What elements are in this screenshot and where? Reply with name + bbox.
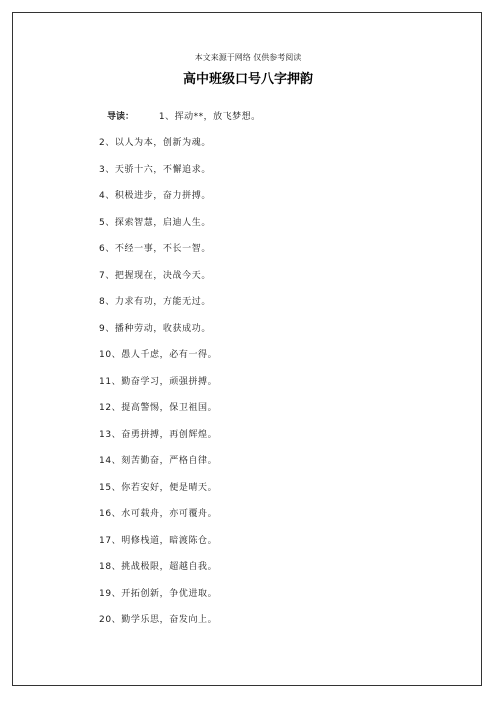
slogan-item-1: 1、挥动**，放飞梦想。 — [158, 112, 261, 122]
slogan-item: 19、开拓创新，争优进取。 — [99, 588, 218, 599]
slogan-item: 3、天骄十六，不懈追求。 — [99, 164, 211, 175]
slogan-item: 18、挑战极限，超越自我。 — [99, 562, 218, 572]
slogan-item: 13、奋勇拼搏，再创辉煌。 — [99, 429, 218, 440]
slogan-item: 15、你若安好，便是晴天。 — [99, 482, 218, 493]
slogan-item: 17、明修栈道，暗渡陈仓。 — [99, 535, 218, 546]
slogan-item: 8、力求有功，方能无过。 — [99, 297, 211, 307]
source-note: 本文来源于网络 仅供参考阅读 — [194, 53, 302, 62]
slogan-item: 4、积极进步，奋力拼搏。 — [99, 191, 211, 201]
slogan-item: 14、刻苦勤奋，严格自律。 — [99, 456, 218, 466]
slogan-item: 12、提高警惕，保卫祖国。 — [99, 403, 218, 413]
slogan-list — [99, 136, 217, 640]
intro-label: 导读： — [107, 112, 135, 122]
slogan-item: 10、愚人千虑，必有一得。 — [99, 350, 218, 360]
slogan-item: 6、不经一事，不长一智。 — [99, 244, 211, 254]
slogan-item: 9、播种劳动，收获成功。 — [99, 323, 211, 334]
document-title: 高中班级口号八字押韵 — [182, 72, 313, 87]
slogan-item: 7、把握现在，决战今天。 — [99, 270, 211, 281]
slogan-item: 5、探索智慧，启迪人生。 — [99, 217, 211, 228]
slogan-item: 16、水可载舟，亦可覆舟。 — [99, 509, 218, 519]
intro-row — [107, 109, 261, 122]
slogan-item: 20、勤学乐思，奋发向上。 — [99, 615, 218, 625]
slogan-item: 11、勤奋学习，顽强拼搏。 — [99, 376, 218, 387]
slogan-item: 2、以人为本，创新为魂。 — [99, 138, 211, 148]
